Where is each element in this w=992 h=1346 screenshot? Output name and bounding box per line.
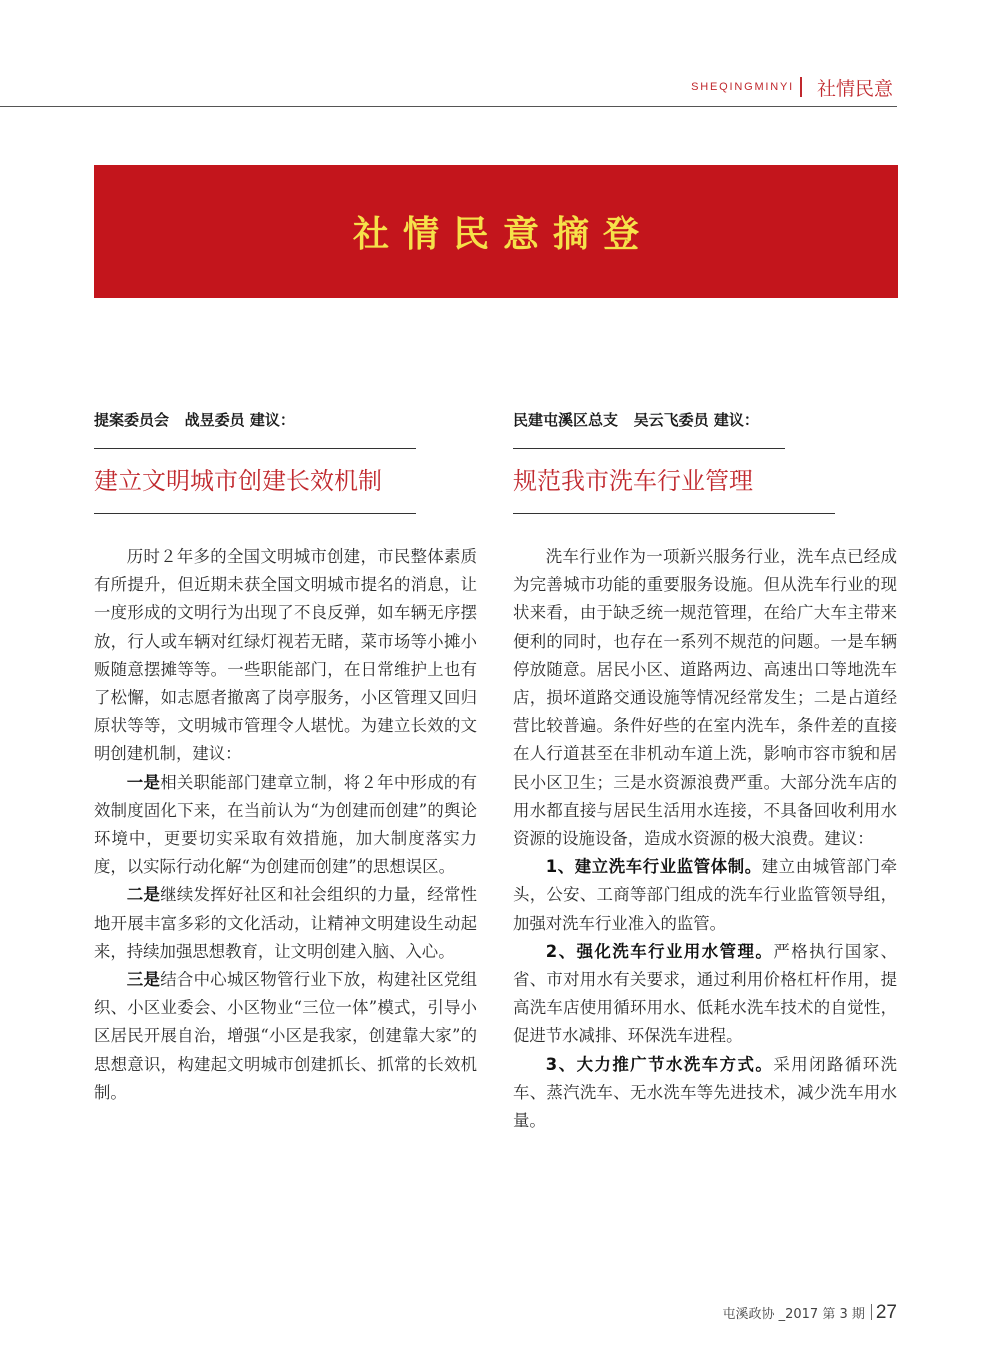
paragraph: 二是继续发挥好社区和社会组织的力量，经常性地开展丰富多彩的文化活动，让精神文明建设生动起来，持续加强思想教育，让文明创建入脑、入心。: [94, 885, 478, 961]
paragraph: 3、大力推广节水洗车方式。采用闭路循环洗车、蒸汽洗车、无水洗车等先进技术，减少洗车用水量。: [513, 1054, 898, 1131]
left-article-title: 建立文明城市创建长效机制: [94, 467, 382, 495]
left-proposer: 提案委员会 战昱委员 建议：: [94, 411, 295, 429]
right-article-title: 规范我市洗车行业管理: [513, 467, 753, 495]
header-rule: [0, 106, 897, 107]
paragraph-lead: 三是: [126, 970, 161, 990]
header-section-pinyin: SHEQINGMINYI: [691, 81, 794, 93]
paragraph: 历时２年多的全国文明城市创建，市民整体素质有所提升，但近期未获全国文明城市提名的消息，让一度形成的文明行为出现了不良反弹，如车辆无序摆放，行人或车辆对红绿灯视若无睹，菜市场等小摊小贩随意摆摊等等。一些职能部门，在日常维护上也有了松懈，如志愿者撤离了岗亭服务，小区管理又回归原状等等，文明城市管理令人堪忧。为建立长效的文明创建机制，建议：: [94, 547, 477, 764]
paragraph-lead: 3、大力推广节水洗车方式。: [545, 1054, 774, 1074]
paragraph: 三是结合中心城区物管行业下放，构建社区党组织、小区业委会、小区物业“三位一体”模式，引导小区居民开展自治，增强“小区是我家，创建靠大家”的思想意识，构建起文明城市创建抓长、抓常的长效机制。: [94, 970, 478, 1102]
paragraph: 1、建立洗车行业监管体制。建立由城管部门牵头，公安、工商等部门组成的洗车行业监管领导组，加强对洗车行业准入的监管。: [513, 857, 898, 933]
right-proposer: 民建屯溪区总支 吴云飞委员 建议：: [513, 411, 759, 429]
left-title-rule-bottom: [94, 513, 416, 514]
paragraph-lead: 一是: [126, 772, 161, 792]
header-divider: [800, 77, 802, 97]
paragraph-lead: 二是: [126, 885, 161, 905]
footer-publication: 屯溪政协 _2017 第 3 期: [722, 1307, 865, 1322]
right-article-body: [513, 543, 897, 1135]
paragraph: 2、强化洗车行业用水管理。严格执行国家、省、市对用水有关要求，通过利用价格杠杆作用，提高洗车店使用循环用水、低耗水洗车技术的自觉性，促进节水减排、环保洗车进程。: [513, 941, 898, 1046]
page-footer: [722, 1302, 897, 1324]
left-article: [94, 400, 477, 1107]
paragraph: 一是相关职能部门建章立制，将２年中形成的有效制度固化下来，在当前认为“为创建而创建”的舆论环境中，更要切实采取有效措施，加大制度落实力度，以实际行动化解“为创建而创建”的思想误区。: [94, 772, 478, 877]
page-number: 27: [875, 1302, 897, 1323]
paragraph-lead: 1、建立洗车行业监管体制。: [545, 857, 762, 877]
section-banner: [94, 165, 898, 298]
footer-divider: [871, 1304, 872, 1320]
banner-title: 社情民意摘登: [352, 214, 653, 255]
right-article: [513, 400, 897, 1135]
left-article-body: [94, 543, 477, 1107]
header-section-title: 社情民意: [817, 78, 894, 100]
right-title-rule-bottom: [513, 513, 835, 514]
paragraph-lead: 2、强化洗车行业用水管理。: [545, 941, 774, 961]
paragraph: 洗车行业作为一项新兴服务行业，洗车点已经成为完善城市功能的重要服务设施。但从洗车行业的现状来看，由于缺乏统一规范管理，在给广大车主带来便利的同时，也存在一系列不规范的问题。一是车辆停放随意。居民小区、道路两边、高速出口等地洗车店，损坏道路交通设施等情况经常发生；二是占道经营比较普遍。条件好些的在室内洗车，条件差的直接在人行道甚至在非机动车道上洗，影响市容市貌和居民小区卫生；三是水资源浪费严重。大部分洗车店的用水都直接与居民生活用水连接，不具备回收利用水资源的设施设备，造成水资源的极大浪费。建议：: [513, 547, 897, 849]
